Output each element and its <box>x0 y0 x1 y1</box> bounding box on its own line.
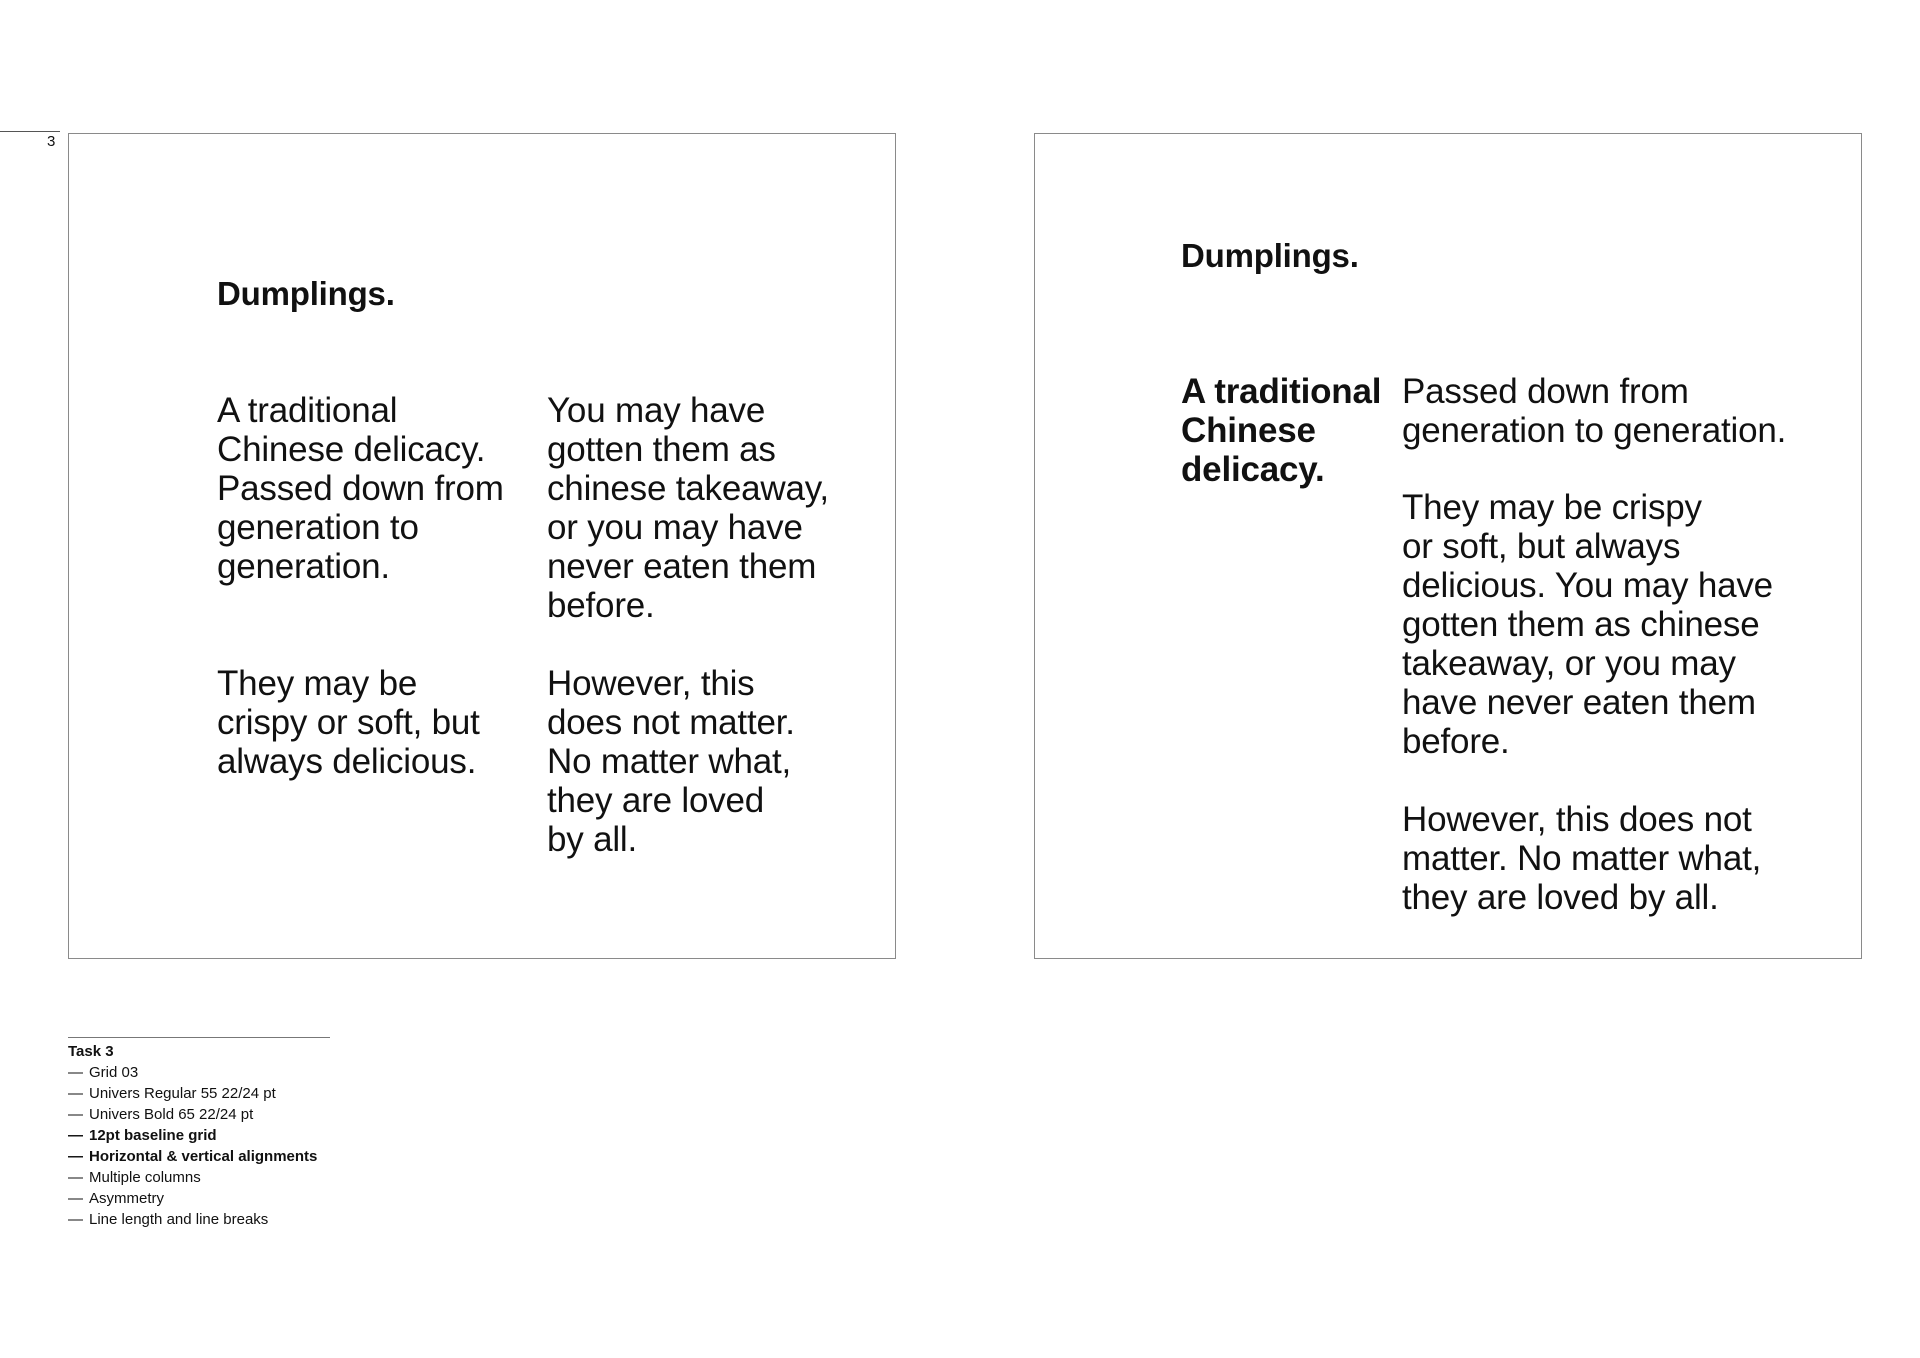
dash-mark: — <box>68 1169 83 1186</box>
dash-mark: — <box>68 1106 83 1123</box>
right-lead-text: A traditional Chinese delicacy. <box>1181 372 1382 489</box>
note-item <box>68 1167 330 1188</box>
layout-frame-left <box>68 133 896 959</box>
page-number: 3 <box>47 133 56 150</box>
note-item-text: Horizontal & vertical alignments <box>89 1148 318 1165</box>
note-item <box>68 1083 330 1104</box>
note-item <box>68 1062 330 1083</box>
note-item-text: Multiple columns <box>89 1169 201 1186</box>
layout-frame-right <box>1034 133 1862 959</box>
note-item <box>68 1125 330 1146</box>
note-item <box>68 1104 330 1125</box>
task-notes <box>68 1037 330 1230</box>
task-notes-list <box>68 1062 330 1230</box>
right-paragraph-2: They may be crispy or soft, but always delicious. You may have gotten them as chinese takeaway, or you may have never eaten them before. <box>1402 488 1773 761</box>
dash-mark: — <box>68 1148 83 1165</box>
left-heading: Dumplings. <box>217 275 395 312</box>
note-item-text: Univers Bold 65 22/24 pt <box>89 1106 254 1123</box>
left-col1-paragraph-2: They may be crispy or soft, but always delicious. <box>217 664 480 781</box>
note-item <box>68 1209 330 1230</box>
dash-mark: — <box>68 1127 83 1144</box>
dash-mark: — <box>68 1064 83 1081</box>
task-title: Task 3 <box>68 1043 114 1060</box>
right-paragraph-1: Passed down from generation to generation. <box>1402 372 1787 450</box>
page-rule <box>0 131 60 132</box>
left-col2-paragraph-2: However, this does not matter. No matter what, they are loved by all. <box>547 664 795 859</box>
note-item-text: Univers Regular 55 22/24 pt <box>89 1085 276 1102</box>
dash-mark: — <box>68 1211 83 1228</box>
note-item <box>68 1146 330 1167</box>
note-item-text: Grid 03 <box>89 1064 139 1081</box>
note-item-text: Asymmetry <box>89 1190 164 1207</box>
dash-mark: — <box>68 1085 83 1102</box>
note-item <box>68 1188 330 1209</box>
note-item-text: Line length and line breaks <box>89 1211 269 1228</box>
dash-mark: — <box>68 1190 83 1207</box>
left-col2-paragraph-1: You may have gotten them as chinese takeaway, or you may have never eaten them before. <box>547 391 829 625</box>
right-heading: Dumplings. <box>1181 237 1359 274</box>
right-paragraph-3: However, this does not matter. No matter what, they are loved by all. <box>1402 800 1762 917</box>
left-col1-paragraph-1: A traditional Chinese delicacy. Passed down from generation to generation. <box>217 391 504 586</box>
note-item-text: 12pt baseline grid <box>89 1127 217 1144</box>
